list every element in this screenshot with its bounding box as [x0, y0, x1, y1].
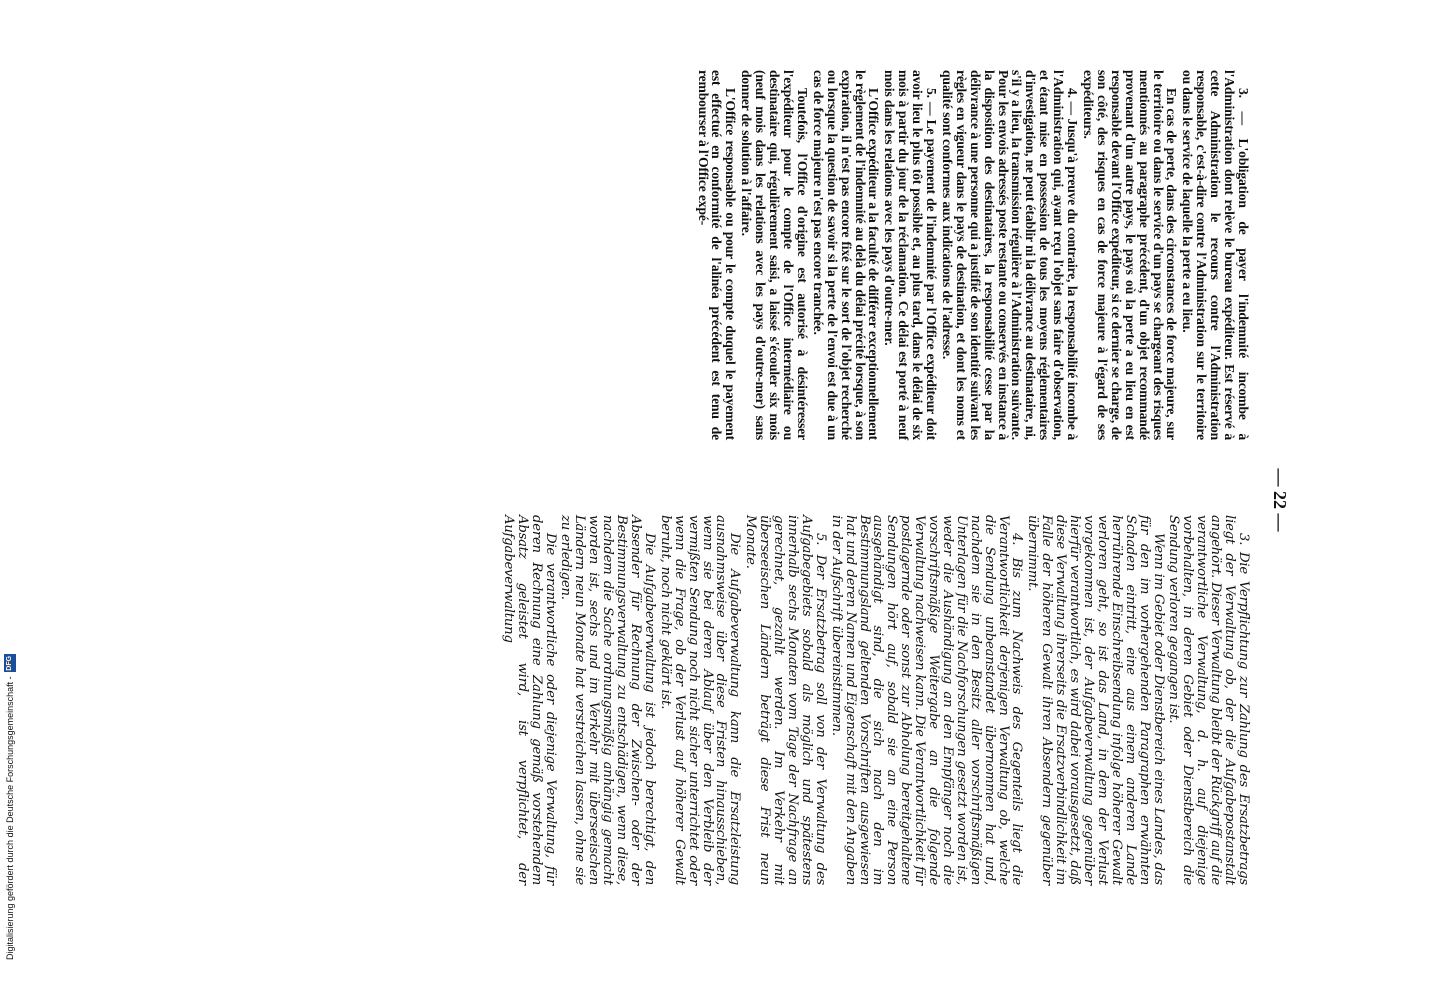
page-number: — 22 — — [1270, 468, 1290, 532]
paragraph: En cas de perte, dans des circonstances de force majeure, sur le territoire ou dans le service d'un pays se chargeant des risques mentionnés au paragraphe précédent, d'un objet recommandé provenant d'un autre pays, le pays où la perte a eu lieu en est responsable devant l'Office expéditeur, si ce dernier se charge, de son côté, des risques en cas de force majeure à l'égard de ses expéditeurs. — [1081, 70, 1180, 440]
paragraph: Die Aufgabeverwaltung ist jedoch berechtigt, den Absender für Rechnung der Zwischen- oder der Bestimmungsverwaltung zu entschädigen, wenn diese, nachdem die Sache ordnungsmäßig anhängig gemacht worden ist, sechs und im Verkehr mit überseeischen Ländern neun Monate hat verstreichen lassen, ohne sie zu erledigen. — [558, 515, 657, 885]
paragraph: 3. Die Verpflichtung zur Zahlung des Ersatzbetrags liegt der Verwaltung ob, der die Aufgabepostanstalt angehört. Dieser Verwaltung bleibt der Rückgriff auf die verantwortliche Verwaltung, d. h. auf diejenige vorbehalten, in deren Gebiet oder Dienstbereich die Sendung verloren gegangen ist. — [1166, 515, 1251, 885]
paragraph: 5. Der Ersatzbetrag soll von der Verwaltung des Aufgabegebiets sobald als möglich und spätestens innerhalb sechs Monaten vom Tage der Nachfrage an gerechnet, gezahlt werden. Im Verkehr mit überseeischen Ländern beträgt diese Frist neun Monate. — [743, 515, 828, 885]
digitization-credit — [4, 654, 16, 960]
paragraph: Die verantwortliche oder diejenige Verwaltung, für deren Rechnung eine Zahlung gemäß vorstehendem Absatz geleistet wird, ist verpflichtet, der Aufgabeverwaltung — [500, 515, 558, 885]
paragraph: 4. Bis zum Nachweis des Gegenteils liegt die Verantwortlichkeit derjenigen Verwaltung ob, welche die Sendung unbeanstandet übernommen hat und, nachdem sie in den Besitz aller vorschriftsmäßigen Unterlagen für die Nachforschungen gesetzt worden ist, weder die Aushändigung an den Empfänger noch die vorschriftsmäßige Weitergabe an die folgende Verwaltung nachweisen kann. Die Verantwortlichkeit für postlagernde oder sonst zur Abholung bereitgehaltene Sendungen hört auf, sobald sie an eine Person ausgehändigt sind, die sich nach den im Bestimmungsland geltenden Vorschriften ausgewiesen hat und deren Namen und Eigenschaft mit den Angaben in der Aufschrift übereinstimmen. — [828, 515, 1025, 885]
paragraph: Die Aufgabeverwaltung kann die Ersatzleistung ausnahmsweise über diese Fristen hinausschieben, wenn sie bei deren Ablauf über den Verbleib der vermißten Sendung noch nicht sicher unterrichtet oder wenn die Frage, ob der Verlust auf höherer Gewalt beruht, noch nicht geklärt ist. — [657, 515, 743, 885]
paragraph: 5. — Le payement de l'indemnité par l'Office expéditeur doit avoir lieu le plus tôt possible et, au plus tard, dans le délai de six mois à partir du jour de la réclamation. Ce délai est porté à neuf mois dans les relations avec les pays d'outre-mer. — [882, 70, 940, 440]
paragraph: 4. — Jusqu'à preuve du contraire, la responsabilité incombe à l'Administration qui, ayant reçu l'objet sans faire d'observation, et étant mise en possession de tous les moyens réglementaires d'investigation, ne peut établir ni la délivrance au destinataire, ni, s'il y a lieu, la transmission régulière à l'Administration suivante. Pour les envois adressés poste restante ou conservés en instance à la disposition des destinataires, la responsabilité cesse par la délivrance à une personne qui a justifié de son identité suivant les règles en vigueur dans le pays de destination, et dont les noms et qualité sont conformes aux indications de l'adresse. — [939, 70, 1081, 440]
dfg-logo: DFG — [4, 654, 16, 672]
scanned-page — [290, 70, 1290, 930]
paragraph: Toutefois, l'Office d'origine est autorisé à désintéresser l'expéditeur pour le compte de l'Office intermédiaire ou destinataire qui, régulièrement saisi, a laissé s'écouler six mois (neuf mois dans les relations avec les pays d'outre-mer) sans donner de solution à l'affaire. — [739, 70, 810, 440]
paragraph: L'Office responsable ou pour le compte duquel le payement est effectué en conformité de l'alinéa précédent est tenu de rembourser à l'Office expé- — [695, 70, 739, 440]
german-column — [499, 515, 1250, 885]
paragraph: Wenn im Gebiet oder Dienstbereich eines Landes, das für den im vorhergehenden Paragraphen erwähnten Schaden eintritt, eine aus einem anderen Lande herrührende Einschreibsendung infolge höherer Gewalt verloren geht, so ist das Land, in dem der Verlust vorgekommen ist, der Aufgabeverwaltung gegenüber hierfür verantwortlich, es wird dabei vorausgesetzt, daß diese Verwaltung ihrerseits die Ersatzverbindlichkeit im Falle der höheren Gewalt ihren Absendern gegenüber übernimmt. — [1025, 515, 1166, 885]
paragraph: L'Office expéditeur a la faculté de différer exceptionnellement le règlement de l'indemnité au delà du délai précité lorsque, à son expiration, il n'est pas encore fixé sur le sort de l'objet recherché ou lorsque la question de savoir si la perte de l'envoi est due à un cas de force majeure n'est pas encore tranchée. — [810, 70, 882, 440]
french-column — [694, 70, 1250, 440]
paragraph: 3. — L'obligation de payer l'indemnité incombe à l'Administration dont relève le bureau expéditeur. Est réservé à cette Administration le recours contre l'Administration responsable, c'est-à-dire contre l'Administration sur le territoire ou dans le service de laquelle la perte a eu lieu. — [1180, 70, 1251, 440]
credit-text: Digitalisierung gefördert durch die Deutsche Forschungsgemeinschaft - — [5, 676, 15, 960]
